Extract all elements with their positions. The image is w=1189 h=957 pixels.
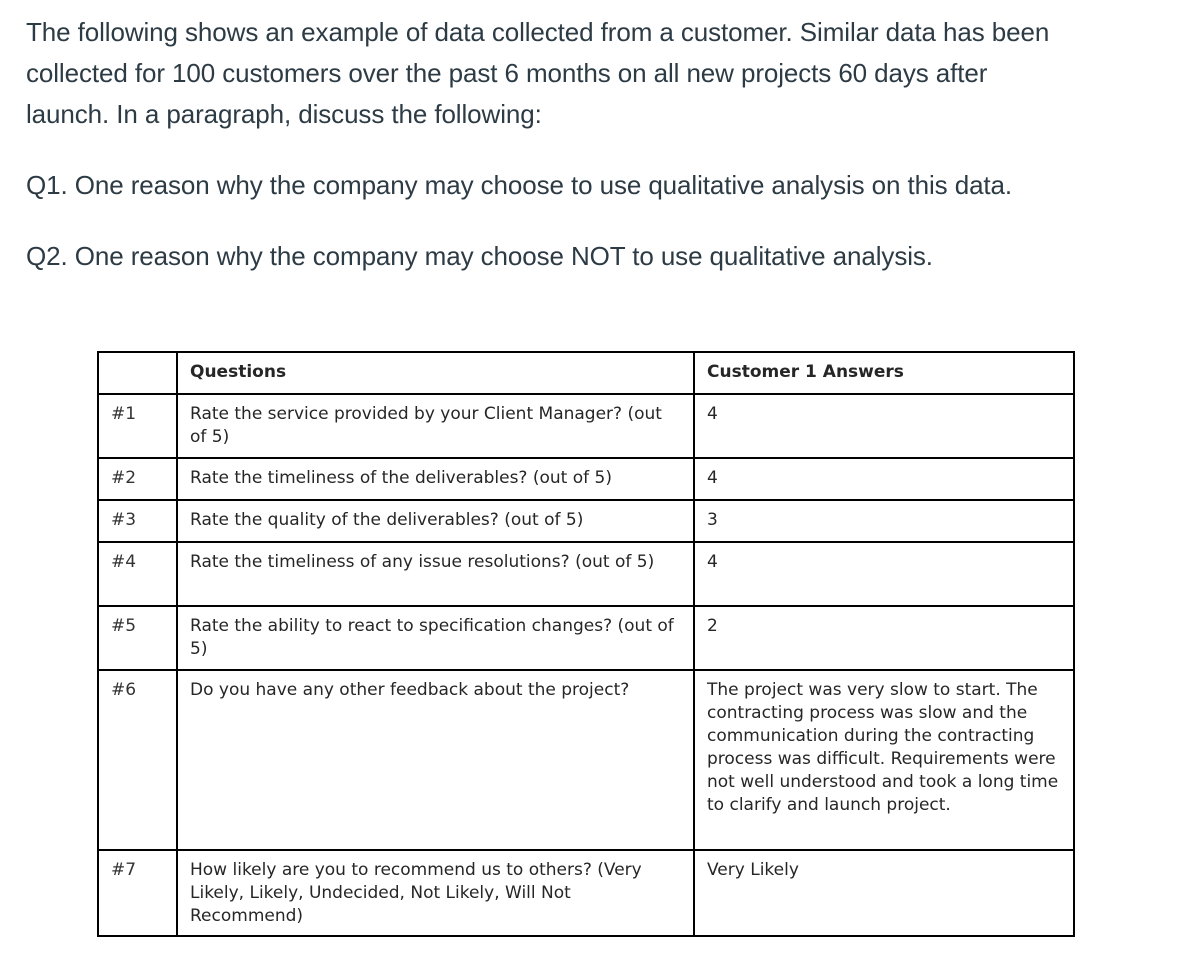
row-answer: 4 (694, 394, 1074, 458)
row-answer: 4 (694, 542, 1074, 606)
header-answers: Customer 1 Answers (694, 352, 1074, 394)
row-number: #3 (98, 500, 177, 542)
row-answer: 2 (694, 606, 1074, 670)
table-row (98, 606, 1074, 670)
assignment-prompt (26, 12, 1166, 277)
row-question: Do you have any other feedback about the project? (177, 670, 694, 850)
intro-paragraph: The following shows an example of data collected from a customer. Similar data has been collected for 100 customers over the past 6 months on all new projects 60 days after launch. In a paragraph, discuss the following: (26, 17, 1050, 129)
table-row (98, 394, 1074, 458)
row-question: Rate the quality of the deliverables? (out of 5) (177, 500, 694, 542)
table-row (98, 458, 1074, 500)
row-question: Rate the service provided by your Client Manager? (out of 5) (177, 394, 694, 458)
header-questions: Questions (177, 352, 694, 394)
question-1: Q1. One reason why the company may choose to use qualitative analysis on this data. (26, 170, 1013, 200)
row-number: #6 (98, 670, 177, 850)
row-answer: 4 (694, 458, 1074, 500)
row-number: #1 (98, 394, 177, 458)
row-question: How likely are you to recommend us to others? (Very Likely, Likely, Undecided, Not Likely, Will Not Recommend) (177, 850, 694, 936)
table-row (98, 850, 1074, 936)
row-answer: The project was very slow to start. The contracting process was slow and the communication during the contracting process was difficult. Requirements were not well understood and took a long time to clarify and launch project. (694, 670, 1074, 850)
row-number: #4 (98, 542, 177, 606)
table-header-row (98, 352, 1074, 394)
table-row (98, 542, 1074, 606)
table-row (98, 670, 1074, 850)
row-number: #7 (98, 850, 177, 936)
survey-table (97, 351, 1075, 937)
row-question: Rate the timeliness of the deliverables? (out of 5) (177, 458, 694, 500)
row-number: #2 (98, 458, 177, 500)
row-answer: Very Likely (694, 850, 1074, 936)
row-answer: 3 (694, 500, 1074, 542)
header-number (98, 352, 177, 394)
row-number: #5 (98, 606, 177, 670)
row-question: Rate the ability to react to specification changes? (out of 5) (177, 606, 694, 670)
table-row (98, 500, 1074, 542)
question-2: Q2. One reason why the company may choose NOT to use qualitative analysis. (26, 241, 933, 271)
row-question: Rate the timeliness of any issue resolutions? (out of 5) (177, 542, 694, 606)
